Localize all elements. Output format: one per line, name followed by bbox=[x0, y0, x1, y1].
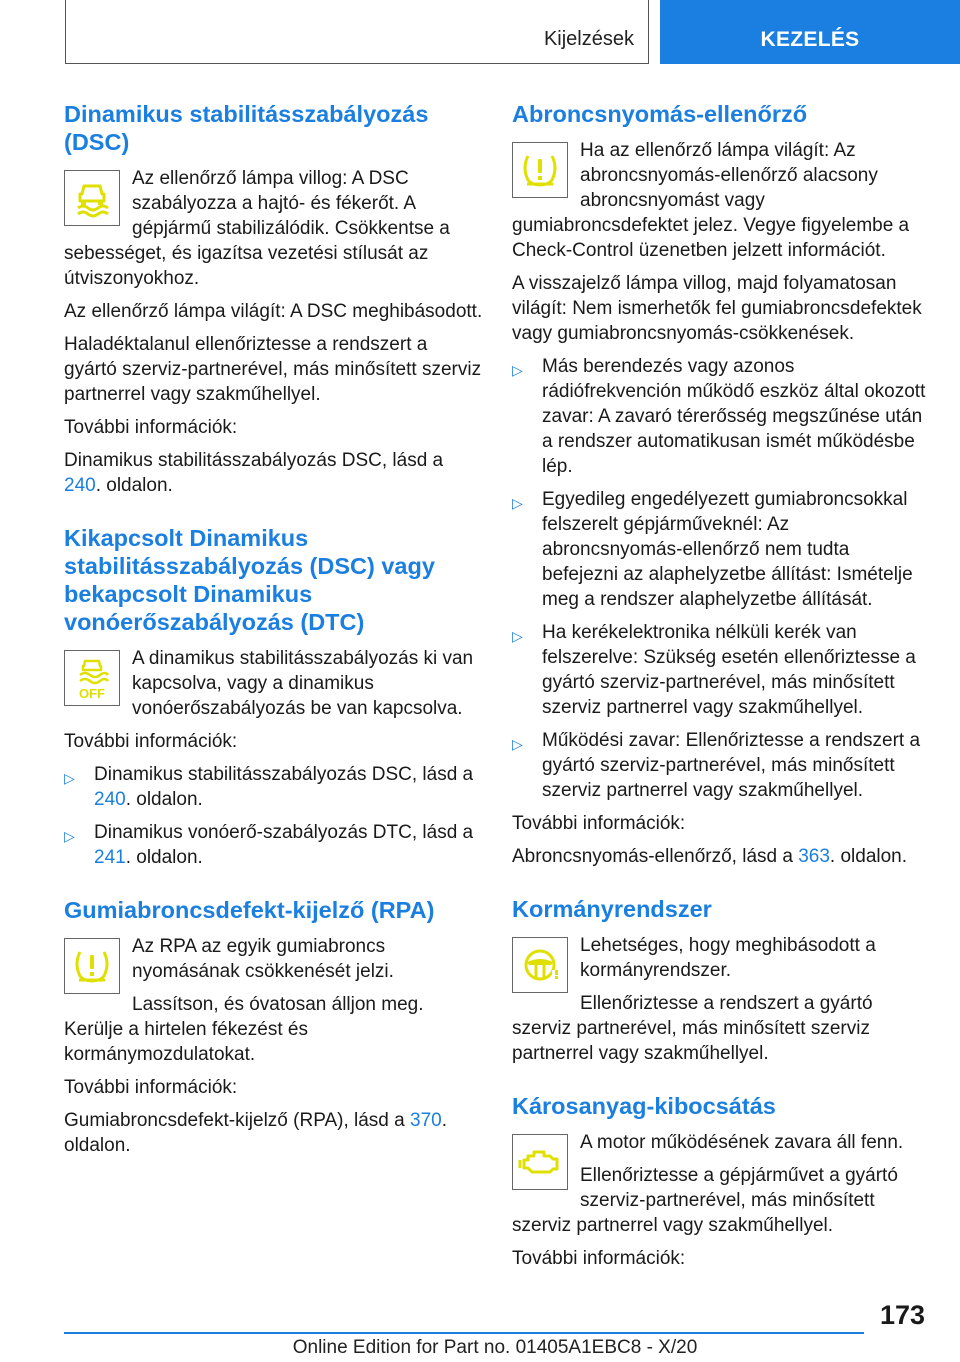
list-item bbox=[512, 354, 928, 479]
list-item-text: Dinamikus vonóerő-szabályozás DTC, lásd a bbox=[94, 822, 474, 843]
section-steering bbox=[512, 895, 928, 1066]
steering-icon bbox=[512, 937, 568, 993]
dsc-reference-suffix: . oldalon. bbox=[95, 475, 173, 496]
section-emission bbox=[512, 1092, 928, 1271]
rpa-page-link[interactable]: 370 bbox=[410, 1110, 442, 1131]
triangle-bullet-icon: ▷ bbox=[512, 736, 523, 752]
tpm-paragraph-1: Ha az ellenőrző lámpa világít: Az abroncsnyomás-ellenőrző alacsony abroncsnyomást vagy gumiabroncsdefektet jelez. Vegye figyelembe a Check-Control üzenetben jelzett információt. bbox=[512, 140, 910, 261]
emission-more-info-label: További információk: bbox=[512, 1248, 686, 1269]
header-section-box bbox=[65, 0, 649, 64]
list-item bbox=[64, 762, 484, 812]
header-chapter-tab bbox=[660, 0, 960, 64]
dsc-reference bbox=[64, 448, 484, 498]
list-item-suffix: . oldalon. bbox=[125, 847, 203, 868]
dtc-page-link[interactable]: 241 bbox=[94, 847, 126, 868]
list-item bbox=[64, 820, 484, 870]
triangle-bullet-icon: ▷ bbox=[512, 495, 523, 511]
list-item-text: Egyedileg engedélyezett gumiabroncsokkal felszerelt gépjárműveknél: Az abroncsnyomás-ellenőrző nem tudta befejezni az alaphelyzetbe állítást: Ismételje meg a rendszer alaphelyzetbe állítását. bbox=[542, 489, 913, 610]
rpa-heading: Gumiabroncsdefekt-kijelző (RPA) bbox=[64, 897, 435, 923]
dsc-off-icon-text: OFF bbox=[79, 686, 105, 700]
rpa-more-info-label: További információk: bbox=[64, 1077, 238, 1098]
list-item-text: Más berendezés vagy azonos rádiófrekvención működő eszköz által okozott zavar: A zavaró térerősség megszűnése után a rendszer automatikusan ismét működésbe lép. bbox=[542, 356, 926, 477]
dsc-page-link[interactable]: 240 bbox=[64, 475, 96, 496]
emission-paragraph-2: Ellenőriztesse a gépjárművet a gyártó szerviz-partnerével, más minősített szerviz partnerrel vagy szakműhellyel. bbox=[512, 1165, 898, 1236]
list-item bbox=[512, 487, 928, 612]
dsc-heading: Dinamikus stabilitásszabályozás (DSC) bbox=[64, 101, 429, 155]
tpm-heading: Abroncsnyomás-ellenőrző bbox=[512, 101, 808, 127]
tire-pressure-icon bbox=[64, 938, 120, 994]
section-tire-pressure-monitor bbox=[512, 100, 928, 869]
dsc-reference-text: Dinamikus stabilitásszabályozás DSC, lásd a bbox=[64, 450, 444, 471]
tpm-page-link[interactable]: 363 bbox=[798, 846, 830, 867]
dsc-paragraph-3: Haladéktalanul ellenőriztesse a rendszert a gyártó szerviz-partnerével, más minősített szerviz partnerrel vagy szakműhellyel. bbox=[64, 334, 482, 405]
triangle-bullet-icon: ▷ bbox=[512, 362, 523, 378]
left-column bbox=[64, 100, 484, 1184]
dsc-warning-icon bbox=[64, 170, 120, 226]
dtc-heading: Kikapcsolt Dinamikus stabilitásszabályozás (DSC) vagy bekapcsolt Dinamikus vonóerőszabályozás (DTC) bbox=[64, 525, 435, 635]
steering-paragraph-2: Ellenőriztesse a rendszert a gyártó szerviz partnerével, más minősített szerviz partnerrel vagy szakműhellyel. bbox=[512, 993, 873, 1064]
triangle-bullet-icon: ▷ bbox=[64, 828, 75, 844]
dsc-off-icon bbox=[64, 650, 120, 706]
emission-paragraph-1: A motor működésének zavara áll fenn. bbox=[580, 1132, 904, 1153]
dtc-more-info-label: További információk: bbox=[64, 731, 238, 752]
footer-edition: Online Edition for Part no. 01405A1EBC8 - X/20 bbox=[292, 1337, 698, 1358]
section-dtc bbox=[64, 524, 484, 870]
header-chapter-label: KEZELÉS bbox=[760, 28, 860, 51]
rpa-paragraph-1: Az RPA az egyik gumiabroncs nyomásának csökkenését jelzi. bbox=[132, 936, 394, 982]
section-dsc bbox=[64, 100, 484, 498]
list-item-text: Működési zavar: Ellenőriztesse a rendszert a gyártó szerviz-partnerével, más minősített szerviz partnerrel vagy szakműhellyel. bbox=[542, 730, 921, 801]
list-item bbox=[512, 728, 928, 803]
page-number: 173 bbox=[880, 1300, 926, 1330]
list-item-suffix: . oldalon. bbox=[125, 789, 203, 810]
emission-heading: Károsanyag-kibocsátás bbox=[512, 1093, 776, 1119]
tpm-reference bbox=[512, 844, 928, 869]
rpa-reference-suffix: . oldalon. bbox=[64, 1110, 447, 1156]
dsc-page-link[interactable]: 240 bbox=[94, 789, 126, 810]
engine-icon bbox=[512, 1134, 568, 1190]
dsc-paragraph-2: Az ellenőrző lámpa világít: A DSC meghibásodott. bbox=[64, 301, 483, 322]
list-item bbox=[512, 620, 928, 720]
triangle-bullet-icon: ▷ bbox=[512, 628, 523, 644]
rpa-reference-text: Gumiabroncsdefekt-kijelző (RPA), lásd a bbox=[64, 1110, 410, 1131]
dtc-reference-list bbox=[64, 762, 484, 870]
dtc-paragraph-1: A dinamikus stabilitásszabályozás ki van kapcsolva, vagy a dinamikus vonóerőszabályozás be van kapcsolva. bbox=[132, 648, 474, 719]
dsc-more-info-label: További információk: bbox=[64, 417, 238, 438]
header-section-title: Kijelzések bbox=[543, 28, 634, 50]
tpm-reference-text: Abroncsnyomás-ellenőrző, lásd a bbox=[512, 846, 799, 867]
right-column bbox=[512, 100, 928, 1297]
tpm-reference-suffix: . oldalon. bbox=[829, 846, 908, 867]
tpm-cases-list bbox=[512, 354, 928, 803]
tire-pressure-icon bbox=[512, 142, 568, 198]
section-rpa bbox=[64, 896, 484, 1158]
triangle-bullet-icon: ▷ bbox=[64, 770, 75, 786]
list-item-text: Ha kerékelektronika nélküli kerék van felszerelve: Szükség esetén ellenőriztesse a gyártó szerviz-partnerével, más minősített szerviz partnerrel vagy szakműhellyel. bbox=[542, 622, 916, 718]
dsc-paragraph-1: Az ellenőrző lámpa villog: A DSC szabályozza a hajtó- és fékerőt. A gépjármű stabilizálódik. Csökkentse a sebességet, és igazítsa vezetési stílusát az útviszonyokhoz. bbox=[64, 168, 450, 289]
rpa-paragraph-2: Lassítson, és óvatosan álljon meg. Kerülje a hirtelen fékezést és kormánymozdulatokat. bbox=[64, 994, 424, 1065]
footer-divider bbox=[64, 1332, 864, 1334]
steering-heading: Kormányrendszer bbox=[512, 896, 712, 922]
rpa-reference bbox=[64, 1108, 484, 1158]
tpm-more-info-label: További információk: bbox=[512, 813, 686, 834]
steering-paragraph-1: Lehetséges, hogy meghibásodott a kormányrendszer. bbox=[580, 935, 876, 981]
list-item-text: Dinamikus stabilitásszabályozás DSC, lásd a bbox=[94, 764, 474, 785]
tpm-paragraph-2: A visszajelző lámpa villog, majd folyamatosan világít: Nem ismerhetők fel gumiabroncsdefektek vagy gumiabroncsnyomás-csökkenések. bbox=[512, 273, 922, 344]
